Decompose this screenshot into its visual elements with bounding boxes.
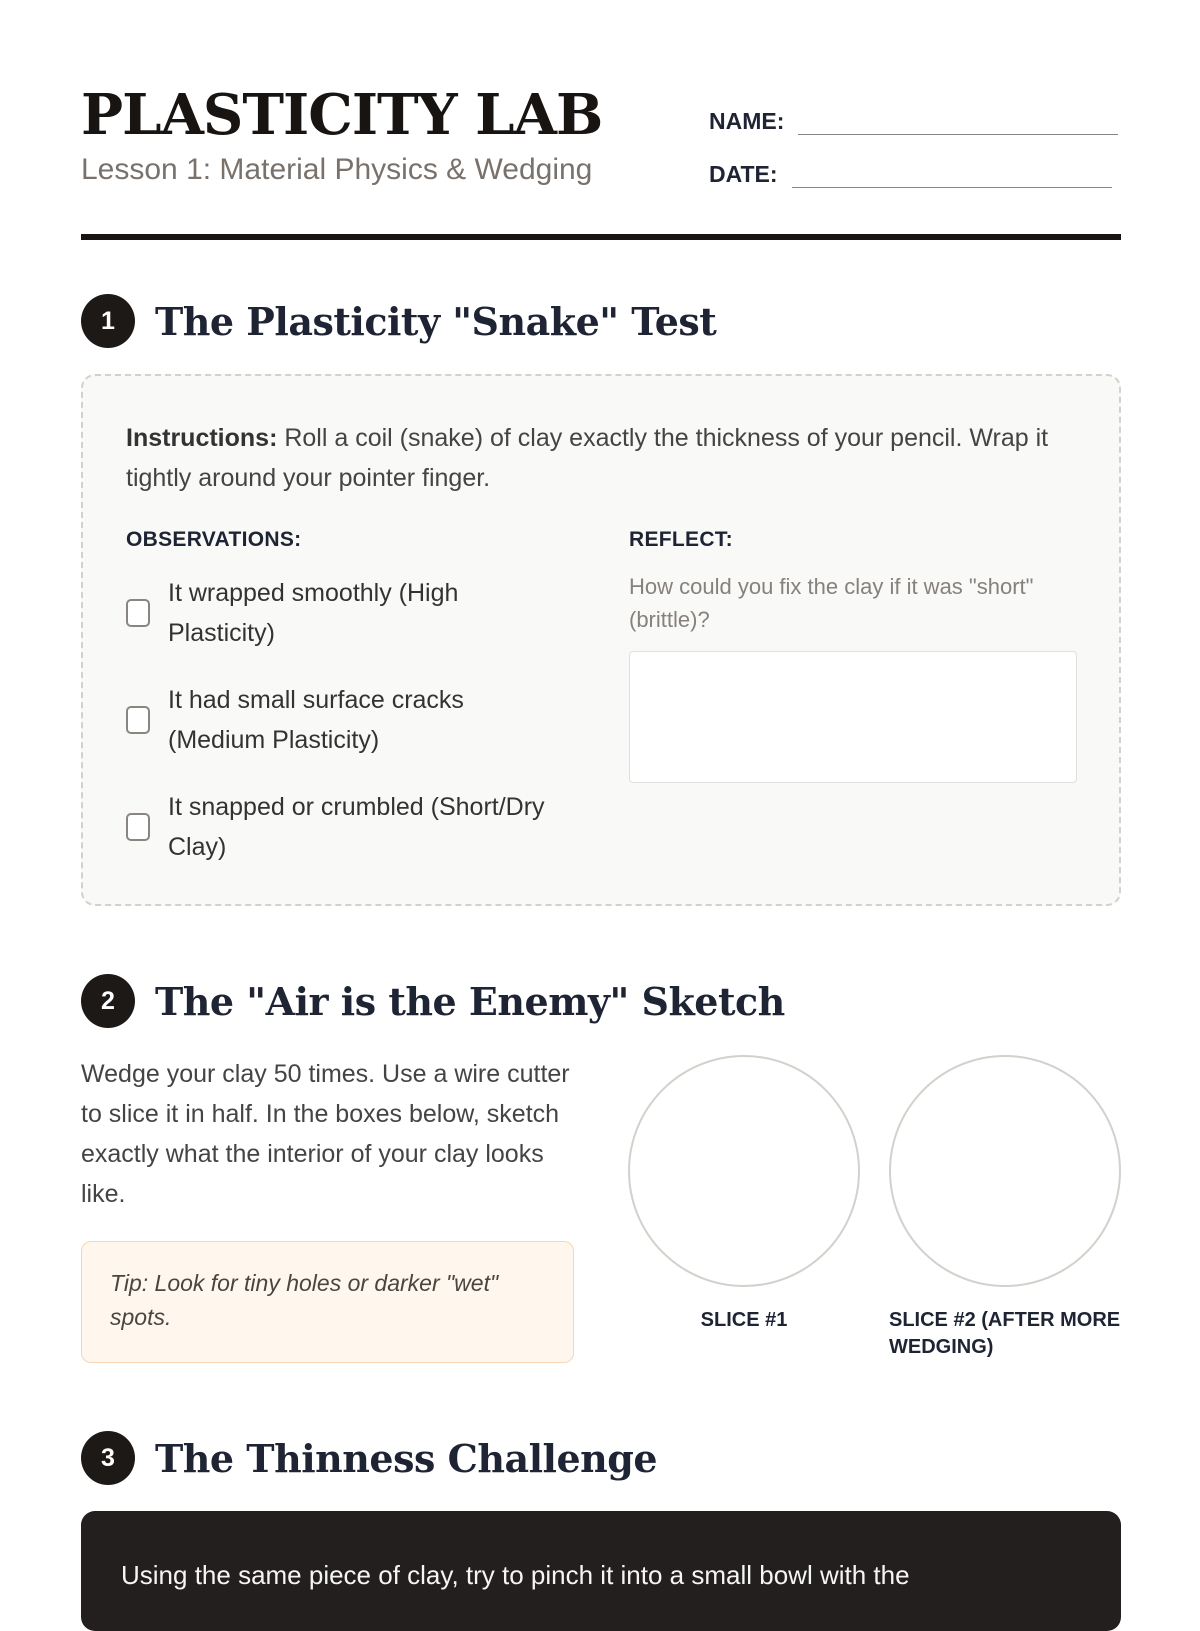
observation-option-high[interactable]: [126, 573, 556, 653]
checkbox[interactable]: [126, 599, 150, 627]
page-subtitle: Lesson 1: Material Physics & Wedging: [81, 153, 593, 186]
section2-heading: [81, 974, 785, 1028]
name-field: [709, 106, 1118, 135]
slice2-sketch-circle[interactable]: [889, 1055, 1121, 1287]
date-input-line[interactable]: [792, 159, 1112, 188]
observations-heading: OBSERVATIONS:: [126, 528, 302, 551]
worksheet-page: [81, 0, 1121, 1600]
tip-box: Tip: Look for tiny holes or darker "wet" spots.: [81, 1241, 574, 1363]
instructions-label: Instructions:: [126, 424, 278, 452]
sketch-instructions: Wedge your clay 50 times. Use a wire cutter to slice it in half. In the boxes below, sketch exactly what the interior of your clay looks like.: [81, 1060, 570, 1208]
section3-number-badge: 3: [81, 1431, 135, 1485]
slice1-label: SLICE #1: [700, 1309, 788, 1331]
snake-test-box: [81, 374, 1121, 906]
slice1: [628, 1055, 860, 1334]
instructions: [126, 418, 1086, 498]
section2-title: The "Air is the Enemy" Sketch: [155, 978, 785, 1024]
date-field: [709, 159, 1112, 188]
observation-label: It had small surface cracks (Medium Plasticity): [168, 686, 464, 754]
thinness-challenge-text: Using the same piece of clay, try to pinch it into a small bowl with the: [121, 1560, 910, 1590]
observation-label: It snapped or crumbled (Short/Dry Clay): [168, 793, 545, 861]
checkbox[interactable]: [126, 706, 150, 734]
observation-option-short[interactable]: [126, 787, 556, 867]
page-title: PLASTICITY LAB: [81, 82, 603, 148]
name-label: NAME:: [709, 108, 785, 134]
instructions-text: Roll a coil (snake) of clay exactly the thickness of your pencil. Wrap it tightly around your pointer finger.: [126, 424, 1049, 492]
section3-heading: [81, 1431, 657, 1485]
slice1-sketch-circle[interactable]: [628, 1055, 860, 1287]
date-label: DATE:: [709, 161, 778, 187]
slice2: [889, 1055, 1121, 1361]
reflect-prompt: How could you fix the clay if it was "short" (brittle)?: [629, 574, 1034, 632]
section1-title: The Plasticity "Snake" Test: [155, 298, 717, 344]
slice2-label: SLICE #2 (AFTER MORE WEDGING): [889, 1309, 1121, 1358]
checkbox[interactable]: [126, 813, 150, 841]
reflect-heading: REFLECT:: [629, 528, 733, 551]
header-divider: [81, 234, 1121, 240]
thinness-challenge-box: [81, 1511, 1121, 1631]
observation-option-medium[interactable]: [126, 680, 556, 760]
observation-label: It wrapped smoothly (High Plasticity): [168, 579, 459, 647]
section1-number-badge: 1: [81, 294, 135, 348]
name-input-line[interactable]: [798, 106, 1118, 135]
reflect-answer-box[interactable]: [629, 651, 1077, 783]
section3-title: The Thinness Challenge: [155, 1435, 658, 1481]
section2-number-badge: 2: [81, 974, 135, 1028]
section1-heading: [81, 294, 716, 348]
